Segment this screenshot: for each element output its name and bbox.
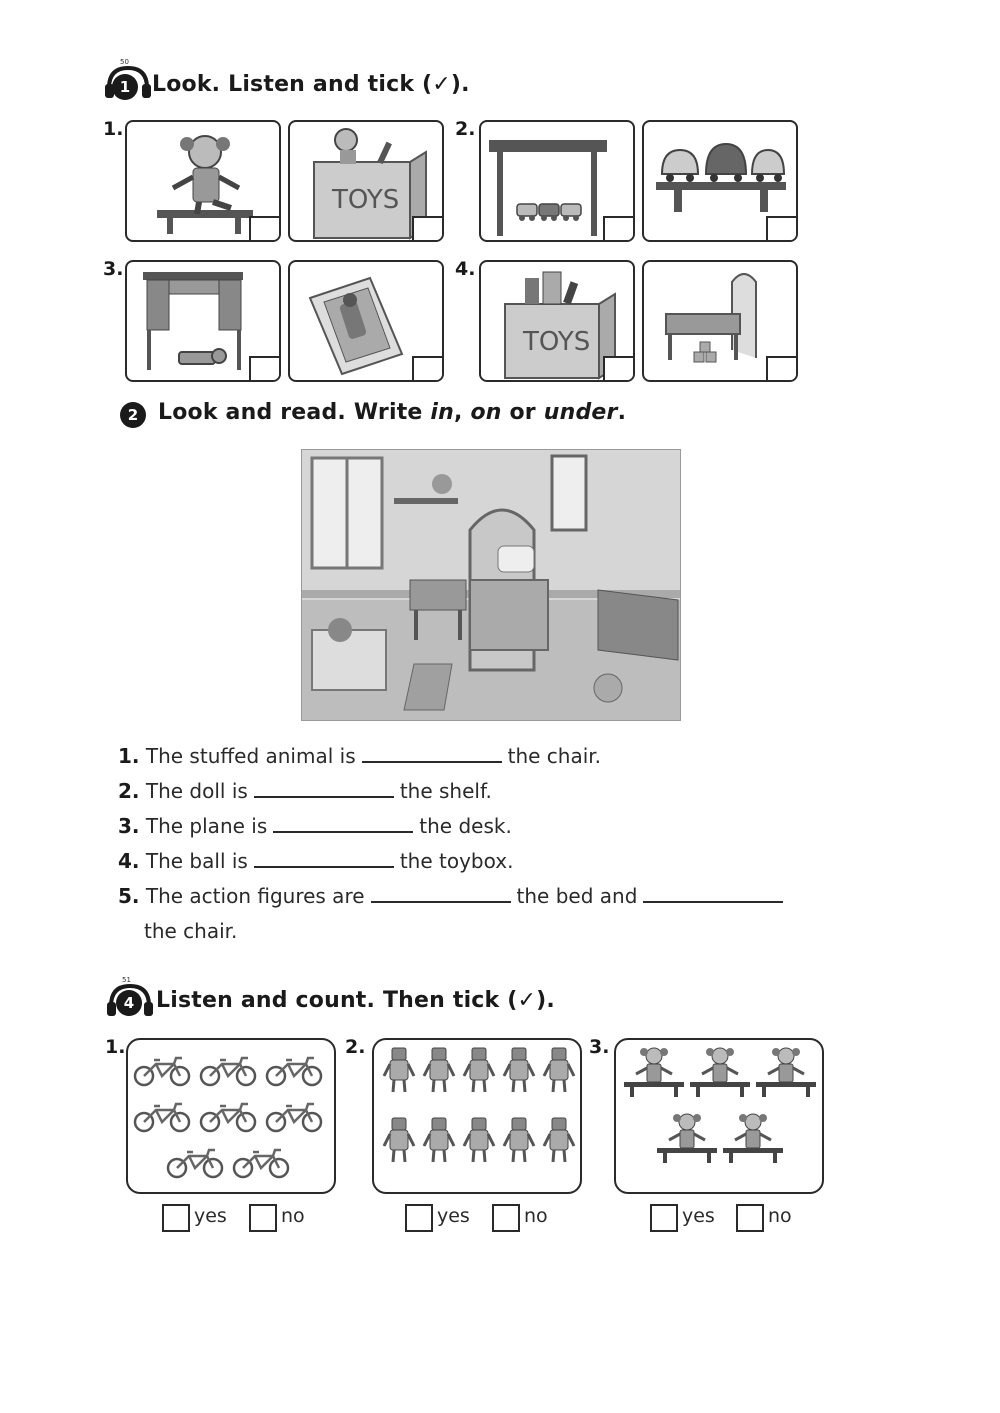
count-box-bicycles	[126, 1038, 336, 1194]
picture-cars-on-shelf	[642, 120, 798, 242]
item-number: 1.	[103, 118, 124, 140]
girl-on-bench-icon	[657, 1114, 717, 1163]
robot-figure-icon	[424, 1048, 454, 1092]
answer-blank[interactable]	[254, 850, 394, 868]
girl-on-bench-icon	[690, 1048, 750, 1097]
yes-checkbox[interactable]	[650, 1204, 678, 1232]
robot-figure-icon	[384, 1118, 414, 1162]
girl-on-bench-icon	[756, 1048, 816, 1097]
toys-label: TOYS	[332, 185, 400, 215]
tick-box[interactable]	[412, 216, 444, 242]
sentence-3: 3. The plane is the desk.	[118, 814, 512, 838]
bicycle-icon	[201, 1104, 255, 1131]
section-1-title: Look. Listen and tick (✓).	[152, 72, 470, 97]
yes-label: yes	[194, 1205, 227, 1227]
track-number: 51	[122, 976, 131, 984]
robot-figure-icon	[464, 1118, 494, 1162]
sentence-5-continued: the chair.	[144, 919, 238, 943]
yes-label: yes	[437, 1205, 470, 1227]
answer-blank[interactable]	[371, 885, 511, 903]
picture-toys-in-toybox	[479, 260, 635, 382]
tick-box[interactable]	[412, 356, 444, 382]
bicycle-icon	[267, 1104, 321, 1131]
count-box-girls	[614, 1038, 824, 1194]
toys-label: TOYS	[523, 327, 591, 357]
tick-box[interactable]	[249, 356, 281, 382]
tick-box[interactable]	[766, 216, 798, 242]
robot-figure-icon	[464, 1048, 494, 1092]
item-number: 2.	[345, 1036, 366, 1058]
bicycle-icon	[168, 1150, 222, 1177]
robot-figure-icon	[544, 1118, 574, 1162]
yes-checkbox[interactable]	[405, 1204, 433, 1232]
robot-figure-icon	[384, 1048, 414, 1092]
picture-cars-under-table	[479, 120, 635, 242]
item-number: 4.	[455, 258, 476, 280]
sentence-2: 2. The doll is the shelf.	[118, 779, 492, 803]
yes-checkbox[interactable]	[162, 1204, 190, 1232]
tick-box[interactable]	[249, 216, 281, 242]
section-4-title: Listen and count. Then tick (✓).	[156, 988, 555, 1013]
section-number-badge: 2	[120, 402, 146, 428]
girl-on-bench-icon	[624, 1048, 684, 1097]
no-checkbox[interactable]	[249, 1204, 277, 1232]
girl-on-bench-icon	[723, 1114, 783, 1163]
item-number: 3.	[103, 258, 124, 280]
answer-blank[interactable]	[254, 780, 394, 798]
bicycle-icon	[135, 1058, 189, 1085]
robot-figure-icon	[544, 1048, 574, 1092]
section-number-badge: 4	[116, 990, 142, 1016]
no-label: no	[768, 1205, 792, 1227]
section-2-title: Look and read. Write in, on or under.	[158, 400, 627, 425]
no-label: no	[281, 1205, 305, 1227]
answer-blank[interactable]	[273, 815, 413, 833]
tick-box[interactable]	[603, 216, 635, 242]
bedroom-scene	[301, 449, 681, 721]
yes-label: yes	[682, 1205, 715, 1227]
answer-blank[interactable]	[643, 885, 783, 903]
picture-girl-on-bench	[125, 120, 281, 242]
no-checkbox[interactable]	[492, 1204, 520, 1232]
sentence-5: 5. The action figures are the bed and	[118, 884, 789, 908]
item-number: 3.	[589, 1036, 610, 1058]
count-box-robots	[372, 1038, 582, 1194]
sentence-4: 4. The ball is the toybox.	[118, 849, 514, 873]
section-number-badge: 1	[112, 74, 138, 100]
picture-doll-in-toybox	[288, 120, 444, 242]
robot-figure-icon	[504, 1048, 534, 1092]
no-label: no	[524, 1205, 548, 1227]
robot-figure-icon	[424, 1118, 454, 1162]
answer-blank[interactable]	[362, 745, 502, 763]
sentence-1: 1. The stuffed animal is the chair.	[118, 744, 602, 768]
item-number: 1.	[105, 1036, 126, 1058]
picture-figure-in-box	[288, 260, 444, 382]
picture-blocks-under-bed	[642, 260, 798, 382]
item-number: 2.	[455, 118, 476, 140]
robot-figure-icon	[504, 1118, 534, 1162]
bicycle-icon	[135, 1104, 189, 1131]
picture-figure-under-desk	[125, 260, 281, 382]
bicycle-icon	[201, 1058, 255, 1085]
bicycle-icon	[234, 1150, 288, 1177]
bicycle-icon	[267, 1058, 321, 1085]
bedroom-illustration	[302, 450, 680, 720]
tick-box[interactable]	[603, 356, 635, 382]
track-number: 50	[120, 58, 129, 66]
tick-box[interactable]	[766, 356, 798, 382]
no-checkbox[interactable]	[736, 1204, 764, 1232]
